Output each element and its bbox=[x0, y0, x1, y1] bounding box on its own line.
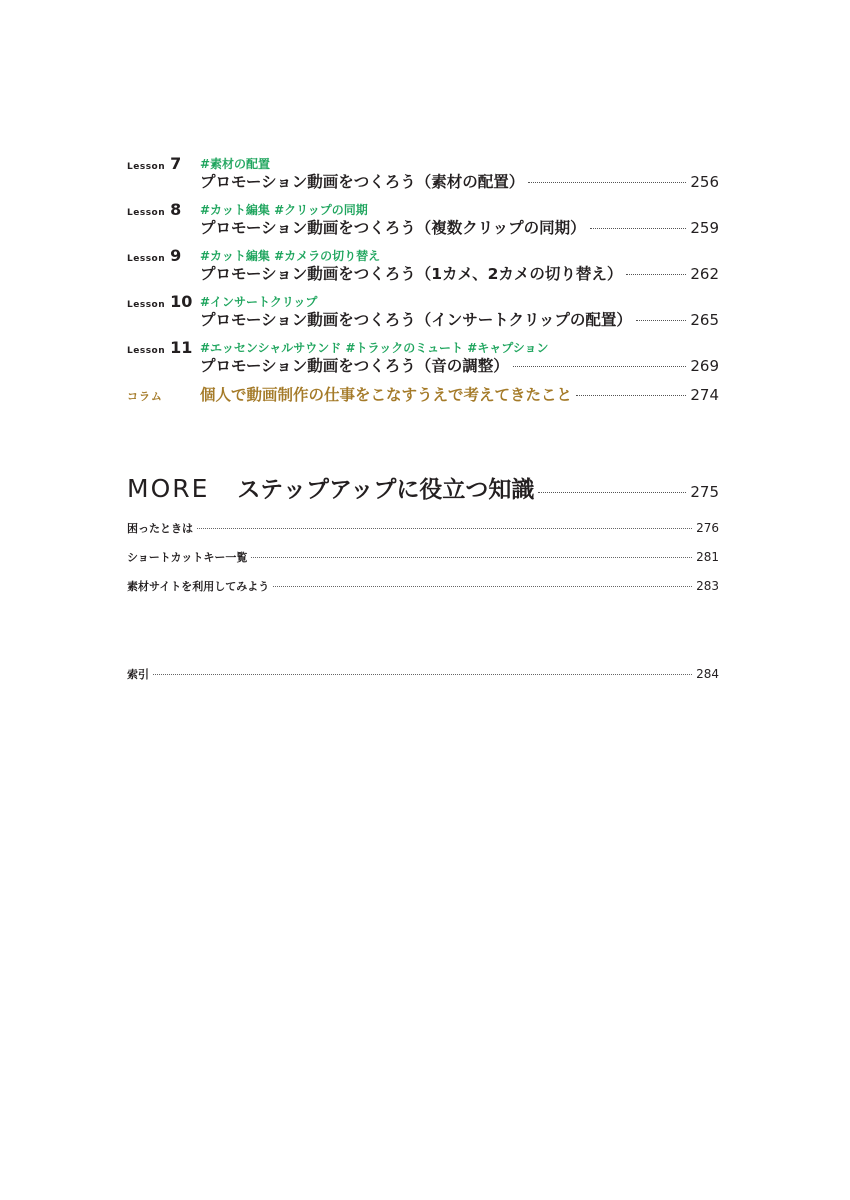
page-number: 284 bbox=[696, 667, 719, 681]
dot-leader bbox=[197, 528, 692, 529]
item-title: ショートカットキー一覧 bbox=[127, 551, 248, 564]
lesson-title: プロモーション動画をつくろう（音の調整） bbox=[200, 357, 509, 375]
page-number: 269 bbox=[690, 357, 719, 375]
lesson-title: プロモーション動画をつくろう（インサートクリップの配置） bbox=[200, 311, 632, 329]
dot-leader bbox=[626, 274, 686, 275]
lesson-tags: #素材の配置 bbox=[200, 157, 271, 171]
toc-entry bbox=[200, 308, 719, 330]
page-number: 275 bbox=[690, 483, 719, 501]
toc-entry bbox=[200, 216, 719, 238]
page-number: 274 bbox=[690, 386, 719, 404]
item-title: 素材サイトを利用してみよう bbox=[127, 580, 270, 593]
page-number: 283 bbox=[696, 579, 719, 593]
toc-entry bbox=[200, 262, 719, 284]
dot-leader bbox=[513, 366, 687, 367]
lesson-title: プロモーション動画をつくろう（1カメ、2カメの切り替え） bbox=[200, 265, 623, 283]
toc-entry bbox=[200, 170, 719, 192]
dot-leader bbox=[251, 557, 692, 558]
toc-item[interactable] bbox=[127, 520, 719, 536]
dot-leader bbox=[576, 395, 686, 396]
lesson-number: 10 bbox=[170, 292, 193, 311]
dot-leader bbox=[590, 228, 687, 229]
page-number: 262 bbox=[690, 265, 719, 283]
column-label: コラム bbox=[127, 390, 163, 403]
item-title: 困ったときは bbox=[127, 522, 193, 535]
more-title: ステップアップに役立つ知識 bbox=[237, 477, 535, 503]
lesson-8[interactable] bbox=[127, 200, 719, 244]
page-number: 281 bbox=[696, 550, 719, 564]
lesson-11[interactable] bbox=[127, 338, 719, 382]
lesson-label bbox=[127, 200, 181, 220]
more-word: MORE bbox=[127, 474, 210, 503]
more-section-heading[interactable] bbox=[127, 471, 719, 504]
lesson-number: 9 bbox=[170, 246, 182, 265]
lesson-title: プロモーション動画をつくろう（複数クリップの同期） bbox=[200, 219, 586, 237]
dot-leader bbox=[636, 320, 687, 321]
column-title: 個人で動画制作の仕事をこなすうえで考えてきたこと bbox=[200, 386, 573, 404]
lesson-number: 8 bbox=[170, 200, 182, 219]
lesson-number: 11 bbox=[170, 338, 193, 357]
index-title: 索引 bbox=[127, 668, 149, 681]
lesson-tags: #インサートクリップ bbox=[200, 295, 318, 309]
lesson-label bbox=[127, 154, 181, 174]
dot-leader bbox=[538, 492, 686, 493]
toc-entry bbox=[200, 354, 719, 376]
column-entry[interactable] bbox=[127, 383, 719, 405]
lesson-label bbox=[127, 246, 181, 266]
lesson-7[interactable] bbox=[127, 154, 719, 198]
dot-leader bbox=[528, 182, 686, 183]
lesson-word: Lesson bbox=[127, 254, 166, 264]
lesson-word: Lesson bbox=[127, 300, 166, 310]
index-entry[interactable] bbox=[127, 666, 719, 682]
page-number: 276 bbox=[696, 521, 719, 535]
lesson-tags: #エッセンシャルサウンド #トラックのミュート #キャプション bbox=[200, 341, 549, 355]
lesson-10[interactable] bbox=[127, 292, 719, 336]
lesson-tags: #カット編集 #カメラの切り替え bbox=[200, 249, 381, 263]
lesson-label bbox=[127, 338, 192, 358]
lesson-word: Lesson bbox=[127, 162, 166, 172]
toc-item[interactable] bbox=[127, 578, 719, 594]
page-number: 256 bbox=[690, 173, 719, 191]
toc-item[interactable] bbox=[127, 549, 719, 565]
lesson-tags: #カット編集 #クリップの同期 bbox=[200, 203, 368, 217]
page-number: 259 bbox=[690, 219, 719, 237]
lesson-title: プロモーション動画をつくろう（素材の配置） bbox=[200, 173, 525, 191]
dot-leader bbox=[153, 674, 692, 675]
dot-leader bbox=[273, 586, 692, 587]
lesson-label bbox=[127, 292, 192, 312]
page-number: 265 bbox=[690, 311, 719, 329]
lesson-word: Lesson bbox=[127, 208, 166, 218]
lesson-9[interactable] bbox=[127, 246, 719, 290]
lesson-number: 7 bbox=[170, 154, 182, 173]
lesson-word: Lesson bbox=[127, 346, 166, 356]
